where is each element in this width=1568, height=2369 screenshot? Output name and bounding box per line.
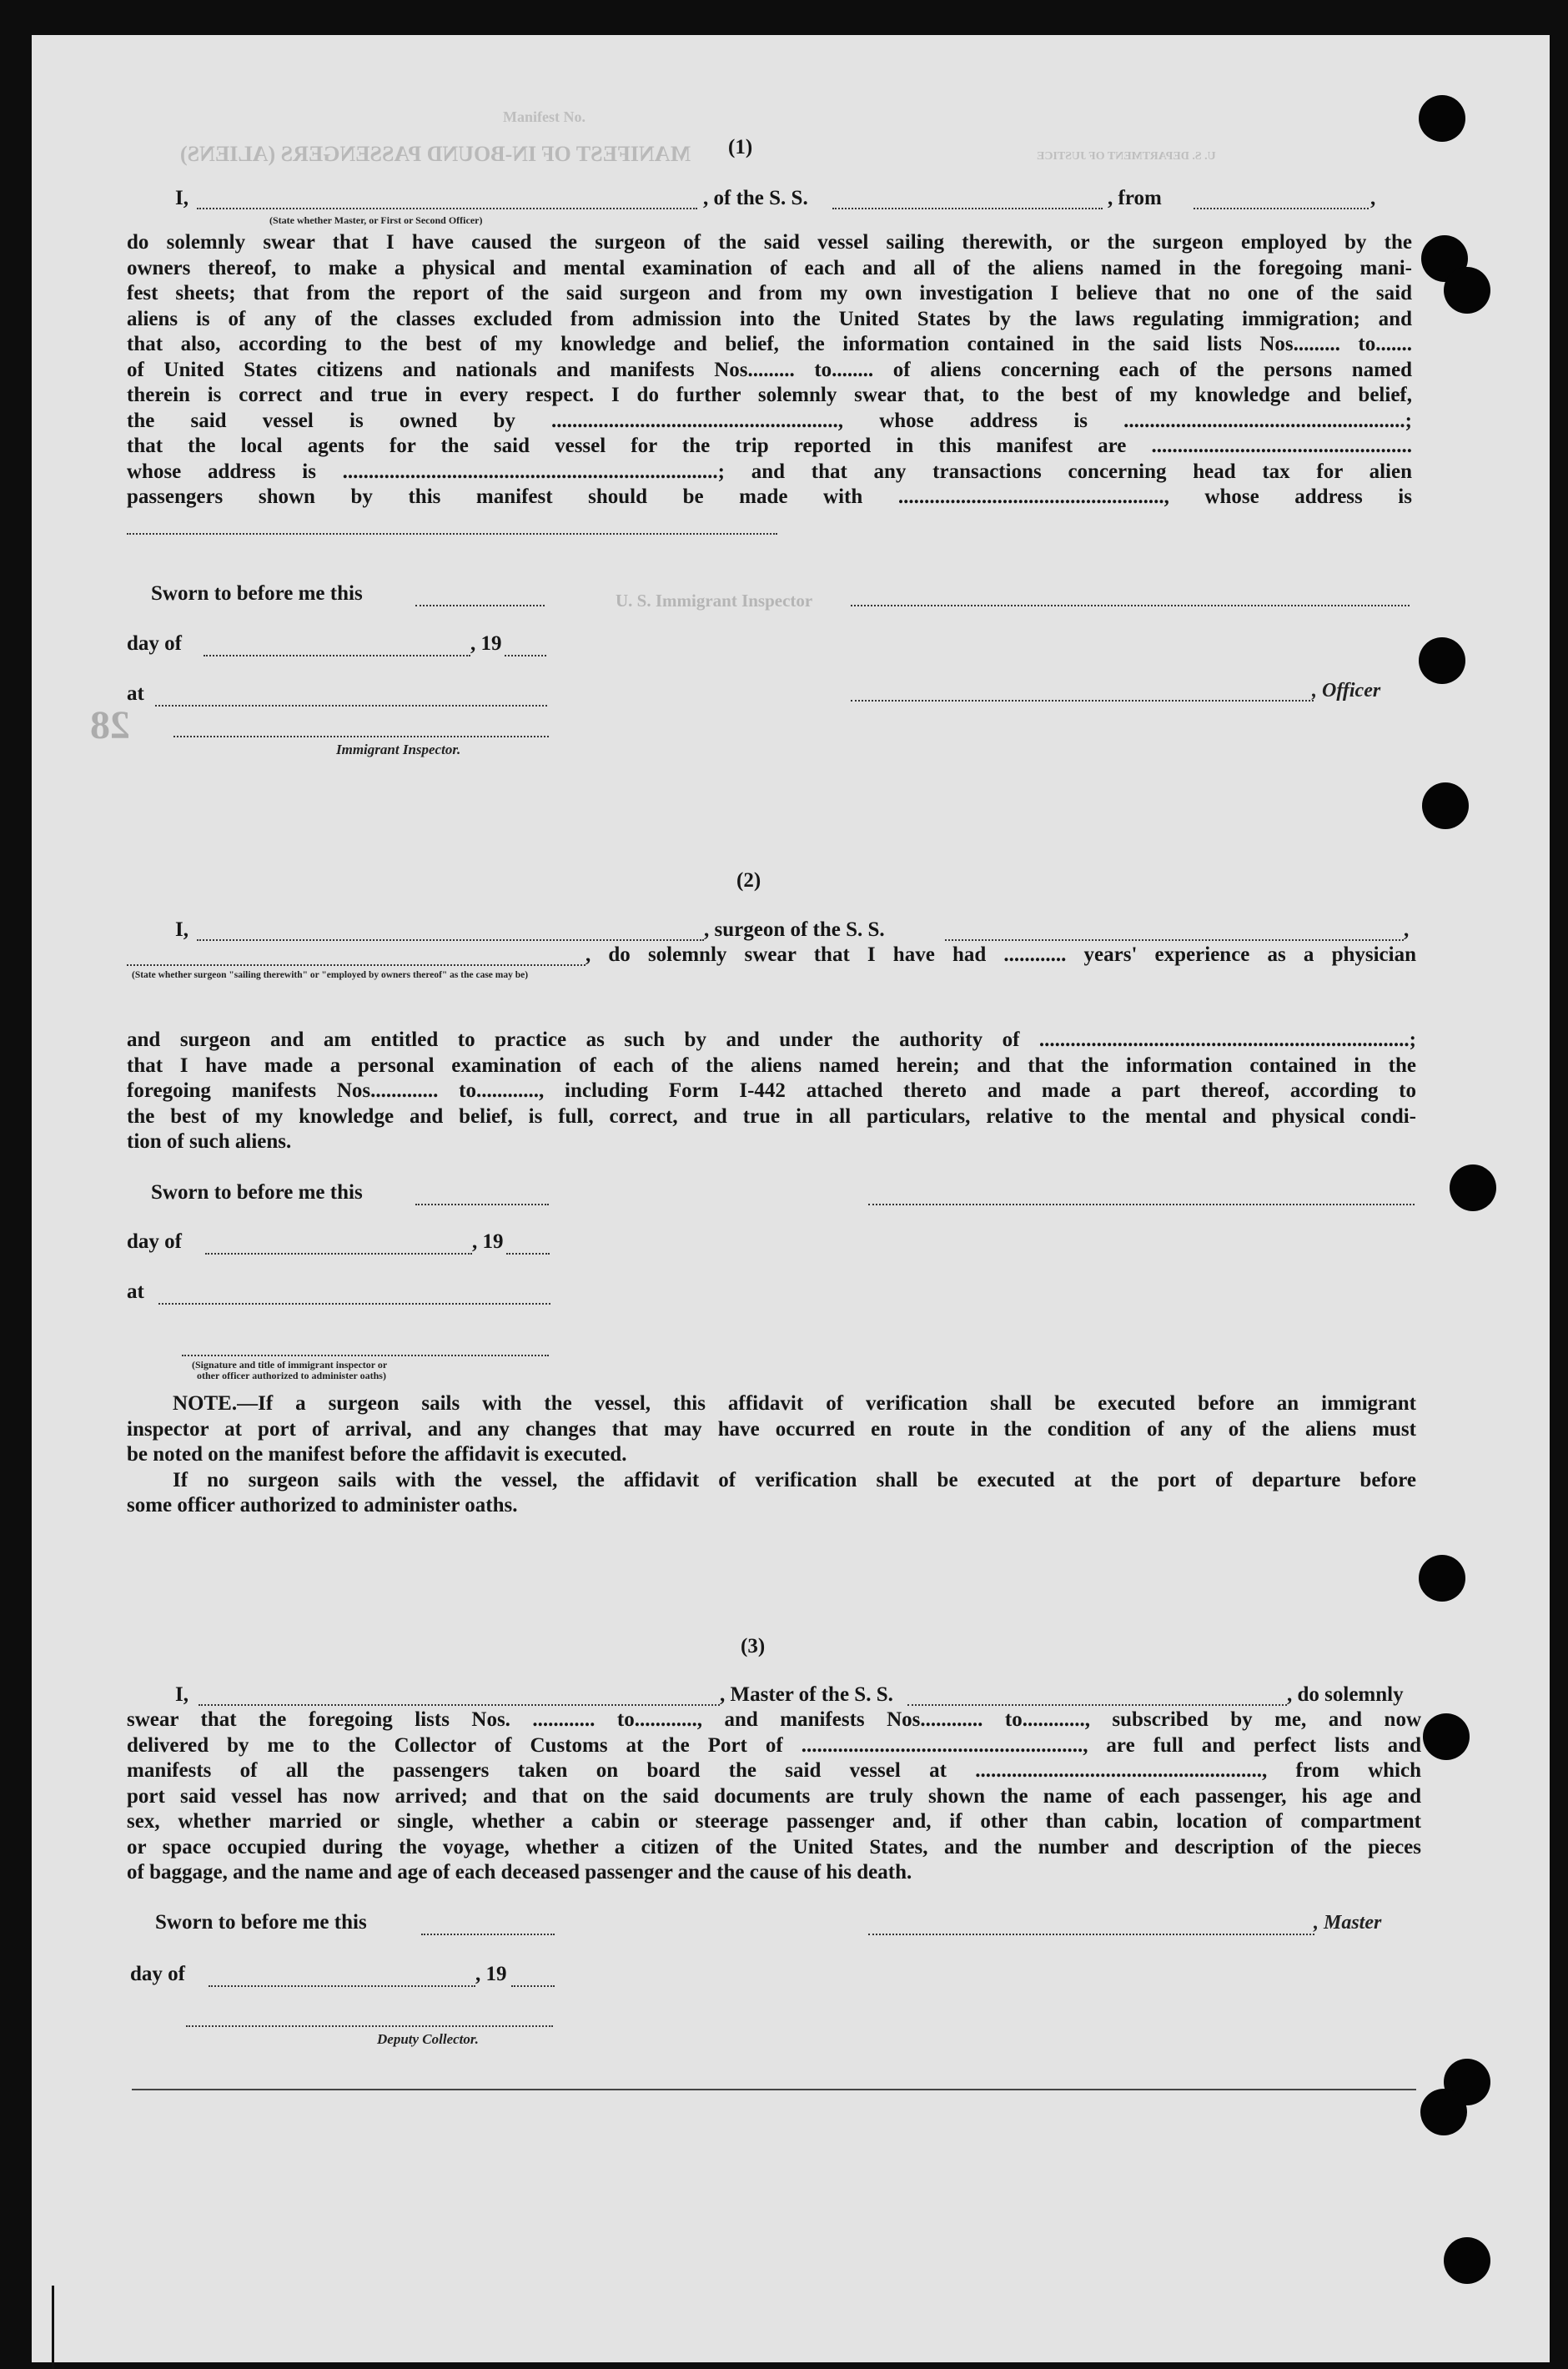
s2-role-line xyxy=(127,964,585,968)
s2-at-label: at xyxy=(127,1280,144,1303)
s3-deputy-label: Deputy Collector. xyxy=(377,2031,479,2047)
s3-master-sig-label: , Master xyxy=(1314,1912,1382,1934)
document-page xyxy=(32,35,1550,2362)
s2-comma: , xyxy=(1404,918,1410,941)
s2-sig-caption-1: (Signature and title of immigrant inspector or xyxy=(192,1359,388,1371)
ghost-number: 28 xyxy=(90,703,130,747)
s2-note-row: be noted on the manifest before the affidavit is executed. xyxy=(127,1443,627,1466)
s1-sworn-line xyxy=(415,605,545,608)
s3-row: or space occupied during the voyage, whether a citizen of the United States, and the number and description of the pieces xyxy=(127,1835,1421,1858)
s1-i-label: I, xyxy=(175,187,188,209)
s1-from-label: , from xyxy=(1108,187,1162,209)
s1-address-line xyxy=(127,533,777,536)
s3-sworn-line xyxy=(421,1934,555,1937)
s1-inspector-label: Immigrant Inspector. xyxy=(336,742,461,757)
s2-year-line xyxy=(506,1253,550,1256)
s1-at-label: at xyxy=(127,682,144,705)
s1-from-line xyxy=(1194,208,1369,211)
binder-hole xyxy=(1450,1164,1496,1211)
s1-officer-line xyxy=(851,700,1314,703)
bottom-rule xyxy=(132,2089,1416,2090)
s2-signature-line xyxy=(868,1204,1415,1207)
s1-at-line xyxy=(155,705,547,708)
s1-officer-label: , Officer xyxy=(1312,680,1381,702)
section-1-heading: (1) xyxy=(728,136,753,158)
s3-deputy-line xyxy=(186,2025,553,2029)
section-2-heading: (2) xyxy=(736,869,761,892)
binder-hole xyxy=(1419,637,1465,684)
s2-sworn-label: Sworn to before me this xyxy=(151,1181,363,1204)
section-3-heading: (3) xyxy=(741,1635,766,1657)
s3-master-line xyxy=(868,1934,1314,1937)
s1-caption: (State whether Master, or First or Second Officer) xyxy=(269,214,483,226)
s2-row: foregoing manifests Nos............. to............, including Form I-442 attached thereto and made a part thereof, according to xyxy=(127,1079,1416,1102)
s2-row: tion of such aliens. xyxy=(127,1130,292,1153)
s3-row: port said vessel has now arrived; and that on the said documents are truly shown the name of each passenger, his age and xyxy=(127,1784,1421,1808)
s1-day-line xyxy=(204,655,470,658)
s3-swear-label: , do solemnly xyxy=(1287,1683,1404,1706)
s2-swear-text: , do solemnly swear that I have had ............ years' experience as a physician xyxy=(585,943,1416,966)
scan-edge-line xyxy=(52,2286,54,2369)
s2-row: and surgeon and am entitled to practice as such by and under the authority of .......................................................................; xyxy=(127,1029,1416,1051)
s2-paragraph xyxy=(127,1028,1416,1155)
s1-year-line xyxy=(505,655,546,658)
s1-row: whose address is ........................................................................; and that any transactions concerning head tax for alien xyxy=(127,460,1412,483)
ghost-inspector-stamp: U. S. Immigrant Inspector xyxy=(616,591,813,611)
s1-row: owners thereof, to make a physical and mental examination of each and all of the aliens named in the foregoing mani- xyxy=(127,256,1412,279)
s1-row: passengers shown by this manifest should be made with ..................................................., whose address is xyxy=(127,485,1412,508)
s1-ss-line xyxy=(832,208,1103,211)
binder-hole xyxy=(1420,2089,1467,2135)
s3-paragraph xyxy=(127,1708,1421,1886)
s3-year-label: , 19 xyxy=(475,1963,507,1985)
s3-i-label: I, xyxy=(175,1683,188,1706)
s2-caption: (State whether surgeon "sailing therewith" or "employed by owners thereof" as the case may be) xyxy=(132,970,529,980)
s2-note-row: some officer authorized to administer oaths. xyxy=(127,1494,518,1516)
s1-row: the said vessel is owned by ......................................................., whose address is ......................................................; xyxy=(127,409,1412,432)
binder-hole xyxy=(1422,782,1469,829)
s1-day-label: day of xyxy=(127,632,182,655)
s3-row: sex, whether married or single, whether a cabin or steerage passenger and, if other than cabin, location of compartment xyxy=(127,1810,1421,1833)
s1-comma: , xyxy=(1370,187,1376,209)
s1-row: that also, according to the best of my knowledge and belief, the information contained in the said lists Nos......... to....... xyxy=(127,333,1412,355)
s2-year-label: , 19 xyxy=(472,1230,504,1253)
s1-row: fest sheets; that from the report of the said surgeon and from my own investigation I believe that no one of the said xyxy=(127,282,1412,304)
s2-at-line xyxy=(158,1303,550,1306)
binder-hole xyxy=(1444,267,1490,314)
s1-inspector-line xyxy=(173,736,549,739)
s1-row: that the local agents for the said vessel for the trip reported in this manifest are .................................................. xyxy=(127,435,1412,457)
s1-row: aliens is of any of the classes excluded from admission into the United States by the laws regulating immigration; and xyxy=(127,307,1412,330)
s1-row: do solemnly swear that I have caused the surgeon of the said vessel sailing therewith, or the surgeon employed by the xyxy=(127,231,1412,254)
s2-note-row: NOTE.—If a surgeon sails with the vessel, this affidavit of verification shall be executed before an immigrant xyxy=(173,1392,1416,1415)
s3-row: of baggage, and the name and age of each deceased passenger and the cause of his death. xyxy=(127,1861,912,1884)
s2-note-row: inspector at port of arrival, and any changes that may have occurred en route in the condition of any of the aliens must xyxy=(127,1417,1416,1441)
s1-row: of United States citizens and nationals and manifests Nos......... to........ of aliens concerning each of the persons named xyxy=(127,358,1412,381)
ghost-manifest-no: Manifest No. xyxy=(503,108,585,125)
s3-year-line xyxy=(511,1985,555,1989)
s2-day-label: day of xyxy=(127,1230,182,1253)
s1-signature-line xyxy=(851,605,1410,608)
s1-name-line xyxy=(197,208,697,211)
s1-ss-label: , of the S. S. xyxy=(703,187,808,209)
s1-sworn-label: Sworn to before me this xyxy=(151,582,363,605)
s2-i-label: I, xyxy=(175,918,188,941)
ghost-form-title: MANIFEST OF IN-BOUND PASSENGERS (ALIENS) xyxy=(180,142,691,166)
s1-row: therein is correct and true in every respect. I do further solemnly swear that, to the best of my knowledge and belief, xyxy=(127,384,1412,406)
s3-row: swear that the foregoing lists Nos. ............ to............, and manifests Nos............ to............, subscribed by me, and now xyxy=(127,1708,1421,1731)
binder-hole xyxy=(1423,1713,1470,1760)
s2-officer-sig-line xyxy=(182,1355,549,1358)
s1-year-label: , 19 xyxy=(470,632,502,655)
s2-note-row: If no surgeon sails with the vessel, the affidavit of verification shall be executed at the port of departure before xyxy=(173,1468,1416,1491)
binder-hole xyxy=(1444,2237,1490,2284)
s2-note xyxy=(127,1391,1416,1519)
s2-sig-caption-2: other officer authorized to administer oaths) xyxy=(197,1370,386,1381)
s3-master-label: , Master of the S. S. xyxy=(720,1683,893,1706)
s3-day-label: day of xyxy=(130,1963,185,1985)
binder-hole xyxy=(1419,1555,1465,1602)
s2-row: the best of my knowledge and belief, is full, correct, and true in all particulars, relative to the mental and physical condi- xyxy=(127,1104,1416,1128)
s2-day-line xyxy=(205,1253,472,1256)
s2-sworn-line xyxy=(415,1204,549,1207)
s2-row: that I have made a personal examination of each of the aliens named herein; and that the information contained in the xyxy=(127,1054,1416,1077)
s2-surgeon-label: , surgeon of the S. S. xyxy=(704,918,885,941)
s3-row: manifests of all the passengers taken on board the said vessel at ......................................................., from which xyxy=(127,1759,1421,1782)
s3-day-line xyxy=(209,1985,475,1989)
s3-sworn-label: Sworn to before me this xyxy=(155,1911,367,1934)
s1-paragraph xyxy=(127,230,1412,511)
ghost-department: U. S. DEPARTMENT OF JUSTICE xyxy=(1037,150,1216,163)
binder-hole xyxy=(1419,95,1465,142)
s3-row: delivered by me to the Collector of Customs at the Port of ......................................................, are full and perfect lists and xyxy=(127,1733,1421,1757)
